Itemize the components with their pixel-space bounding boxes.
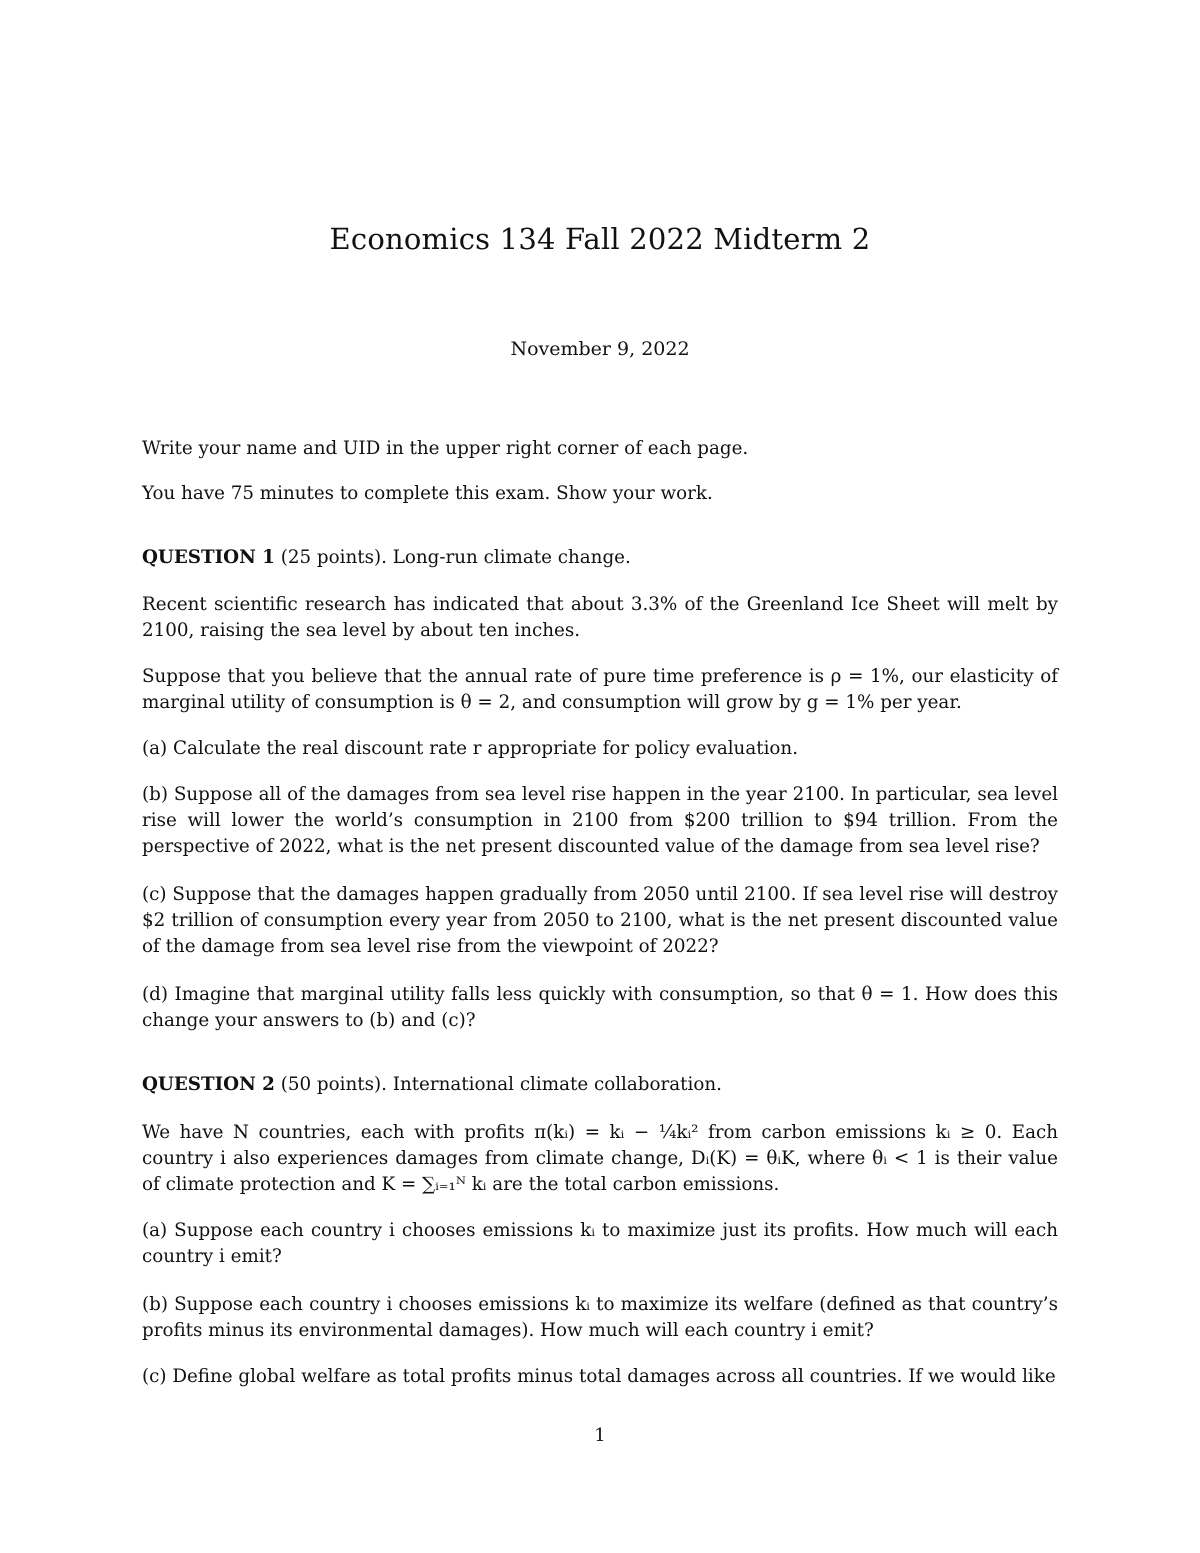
question-1-intro: Recent scientific research has indicated that about 3.3% of the Greenland Ice Sheet will melt by 2100, raising the sea level by about ten inches. [142, 594, 1058, 641]
question-1-points: (25 points). Long-run climate change. [280, 547, 631, 568]
question-1-header [142, 545, 1058, 571]
question-2-intro: We have N countries, each with profits π(kᵢ) = kᵢ − ¼kᵢ² from carbon emissions kᵢ ≥ 0. Each country i also experiences damages from climate change, Dᵢ(K) = θᵢK, where θᵢ < 1 is their value of climate protection and K = ∑ᵢ₌₁ᴺ kᵢ are the total carbon emissions. [142, 1122, 1058, 1195]
question-1-part-a: (a) Calculate the real discount rate r appropriate for policy evaluation. [142, 738, 799, 759]
instruction-name: Write your name and UID in the upper right corner of each page. [142, 438, 749, 459]
question-2-part-c: (c) Define global welfare as total profits minus total damages across all countries. If we would like [142, 1366, 1056, 1387]
question-2-heading: QUESTION 2 [142, 1074, 275, 1095]
question-1-part-d: (d) Imagine that marginal utility falls less quickly with consumption, so that θ = 1. How does this change your answers to (b) and (c)? [142, 984, 1058, 1031]
document-title: Economics 134 Fall 2022 Midterm 2 [329, 222, 871, 256]
document-date: November 9, 2022 [510, 338, 690, 360]
question-2-header [142, 1072, 1058, 1098]
page-number: 1 [594, 1425, 606, 1446]
instruction-time: You have 75 minutes to complete this exam. Show your work. [142, 483, 713, 504]
question-1-part-b: (b) Suppose all of the damages from sea level rise happen in the year 2100. In particular, sea level rise will lower the world’s consumption in 2100 from $200 trillion to $94 trillion. From the perspective of 2022, what is the net present discounted value of the damage from sea level rise? [142, 784, 1058, 857]
question-2-part-b: (b) Suppose each country i chooses emissions kᵢ to maximize its welfare (defined as that country’s profits minus its environmental damages). How much will each country i emit? [142, 1294, 1058, 1341]
question-2-points: (50 points). International climate collaboration. [280, 1074, 722, 1095]
question-1-heading: QUESTION 1 [142, 547, 275, 568]
question-1-setup: Suppose that you believe that the annual rate of pure time preference is ρ = 1%, our elasticity of marginal utility of consumption is θ = 2, and consumption will grow by g = 1% per year. [142, 666, 1058, 713]
question-1-part-c: (c) Suppose that the damages happen gradually from 2050 until 2100. If sea level rise will destroy $2 trillion of consumption every year from 2050 to 2100, what is the net present discounted value of the damage from sea level rise from the viewpoint of 2022? [142, 884, 1058, 957]
question-2-part-a: (a) Suppose each country i chooses emissions kᵢ to maximize just its profits. How much will each country i emit? [142, 1220, 1058, 1267]
